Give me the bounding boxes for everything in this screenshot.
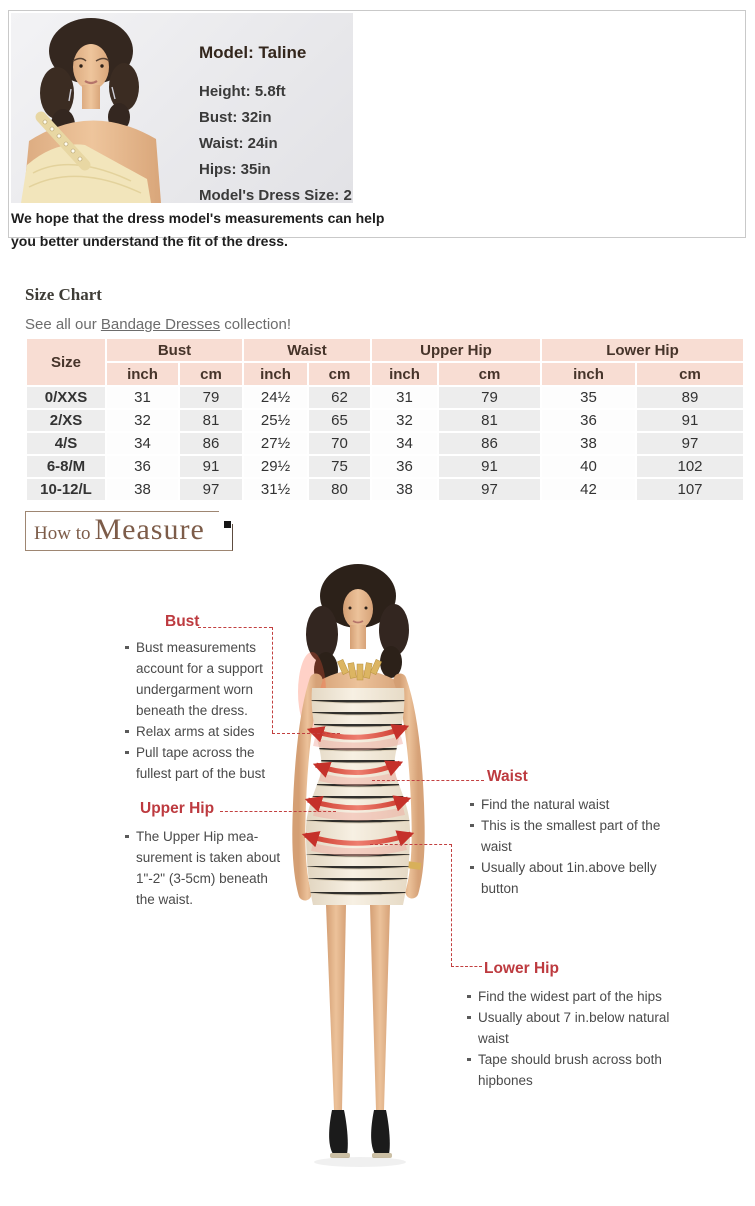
unit-header: cm	[439, 363, 540, 385]
value-cell: 81	[180, 410, 242, 431]
value-cell: 36	[542, 410, 635, 431]
unit-header: inch	[372, 363, 437, 385]
value-cell: 38	[542, 433, 635, 454]
heading-line-decoration	[218, 524, 233, 551]
value-cell: 31	[372, 387, 437, 408]
table-row	[27, 479, 743, 500]
size-cell: 0/XXS	[27, 387, 105, 408]
model-bust: Bust: 32in	[199, 109, 272, 126]
lower-hip-connector-line	[451, 844, 452, 966]
model-dress-size: Model's Dress Size: 2	[199, 187, 352, 204]
size-chart-heading: Size Chart	[25, 285, 102, 304]
value-cell: 32	[372, 410, 437, 431]
waist-connector-line	[372, 780, 484, 781]
unit-header: inch	[107, 363, 178, 385]
upper-hip-tips	[123, 826, 281, 910]
value-cell: 31	[107, 387, 178, 408]
lower-hip-connector-line	[451, 966, 482, 967]
bust-tip: Pull tape across the fullest part of the bust	[123, 742, 275, 784]
value-cell: 102	[637, 456, 743, 477]
collection-line	[25, 316, 291, 333]
collection-suffix: collection!	[220, 316, 292, 333]
value-cell: 91	[180, 456, 242, 477]
value-cell: 86	[439, 433, 540, 454]
value-cell: 62	[309, 387, 370, 408]
waist-tip: Usually about 1in.above belly button	[468, 857, 676, 899]
value-cell: 75	[309, 456, 370, 477]
bust-connector-line	[272, 627, 273, 733]
unit-header: inch	[542, 363, 635, 385]
unit-header: cm	[637, 363, 743, 385]
value-cell: 35	[542, 387, 635, 408]
lower-hip-tip: Find the widest part of the hips	[465, 986, 680, 1007]
value-cell: 79	[439, 387, 540, 408]
value-cell: 29½	[244, 456, 307, 477]
measure-figure-illustration	[288, 562, 433, 1172]
size-chart-table	[25, 337, 745, 502]
col-header-bust: Bust	[107, 339, 242, 361]
size-cell: 6-8/M	[27, 456, 105, 477]
lower-hip-label: Lower Hip	[484, 960, 559, 977]
bust-tips	[123, 637, 275, 784]
value-cell: 97	[637, 433, 743, 454]
value-cell: 38	[107, 479, 178, 500]
bust-tip: Relax arms at sides	[123, 721, 275, 742]
value-cell: 86	[180, 433, 242, 454]
model-waist: Waist: 24in	[199, 135, 278, 152]
how-to-measure-heading	[25, 511, 219, 551]
model-name-title: Model: Taline	[199, 43, 307, 62]
bandage-dresses-link[interactable]: Bandage Dresses	[100, 316, 221, 333]
value-cell: 32	[107, 410, 178, 431]
lower-hip-tips	[465, 986, 680, 1091]
waist-tip: Find the natural waist	[468, 794, 676, 815]
model-height: Height: 5.8ft	[199, 83, 286, 100]
col-header-size: Size	[27, 339, 105, 385]
value-cell: 40	[542, 456, 635, 477]
value-cell: 107	[637, 479, 743, 500]
table-row	[27, 410, 743, 431]
value-cell: 79	[180, 387, 242, 408]
upper-hip-label: Upper Hip	[140, 800, 215, 817]
value-cell: 80	[309, 479, 370, 500]
value-cell: 89	[637, 387, 743, 408]
model-info-box	[8, 10, 746, 249]
upper-hip-tip: The Upper Hip mea-surement is taken about 1"-2" (3-5cm) beneath the waist.	[123, 826, 281, 910]
value-cell: 34	[107, 433, 178, 454]
bust-label: Bust	[165, 613, 200, 630]
upper-hip-connector-line	[220, 811, 336, 812]
lower-hip-connector-line	[370, 844, 452, 845]
value-cell: 34	[372, 433, 437, 454]
model-caption: We hope that the dress model's measurements can help you better understand the fit of the dress.	[11, 210, 385, 249]
value-cell: 25½	[244, 410, 307, 431]
how-to-measure-box	[25, 511, 219, 551]
table-row	[27, 456, 743, 477]
waist-tips	[468, 794, 676, 899]
waist-label: Waist	[487, 768, 528, 785]
unit-header: cm	[309, 363, 370, 385]
lower-hip-tip: Usually about 7 in.below natural waist	[465, 1007, 680, 1049]
lower-hip-tip: Tape should brush across both hipbones	[465, 1049, 680, 1091]
value-cell: 36	[107, 456, 178, 477]
table-row	[27, 433, 743, 454]
model-hips: Hips: 35in	[199, 161, 271, 178]
value-cell: 24½	[244, 387, 307, 408]
value-cell: 42	[542, 479, 635, 500]
value-cell: 31½	[244, 479, 307, 500]
bust-tip: Bust measurements account for a support undergarment worn beneath the dress.	[123, 637, 275, 721]
waist-tip: This is the smallest part of the waist	[468, 815, 676, 857]
heading-small-text: How to	[34, 523, 91, 544]
bust-connector-line	[272, 733, 340, 734]
size-cell: 10-12/L	[27, 479, 105, 500]
table-row	[27, 387, 743, 408]
bust-connector-line	[198, 627, 272, 628]
value-cell: 97	[439, 479, 540, 500]
value-cell: 97	[180, 479, 242, 500]
value-cell: 38	[372, 479, 437, 500]
value-cell: 81	[439, 410, 540, 431]
size-cell: 4/S	[27, 433, 105, 454]
value-cell: 91	[439, 456, 540, 477]
collection-prefix: See all our	[25, 316, 101, 333]
value-cell: 36	[372, 456, 437, 477]
value-cell: 65	[309, 410, 370, 431]
value-cell: 27½	[244, 433, 307, 454]
col-header-upper-hip: Upper Hip	[372, 339, 540, 361]
value-cell: 70	[309, 433, 370, 454]
unit-header: cm	[180, 363, 242, 385]
model-measurements	[199, 43, 352, 209]
col-header-waist: Waist	[244, 339, 370, 361]
value-cell: 91	[637, 410, 743, 431]
size-cell: 2/XS	[27, 410, 105, 431]
col-header-lower-hip: Lower Hip	[542, 339, 743, 361]
unit-header: inch	[244, 363, 307, 385]
model-photo-panel	[11, 13, 353, 203]
heading-large-text: Measure	[94, 513, 205, 546]
